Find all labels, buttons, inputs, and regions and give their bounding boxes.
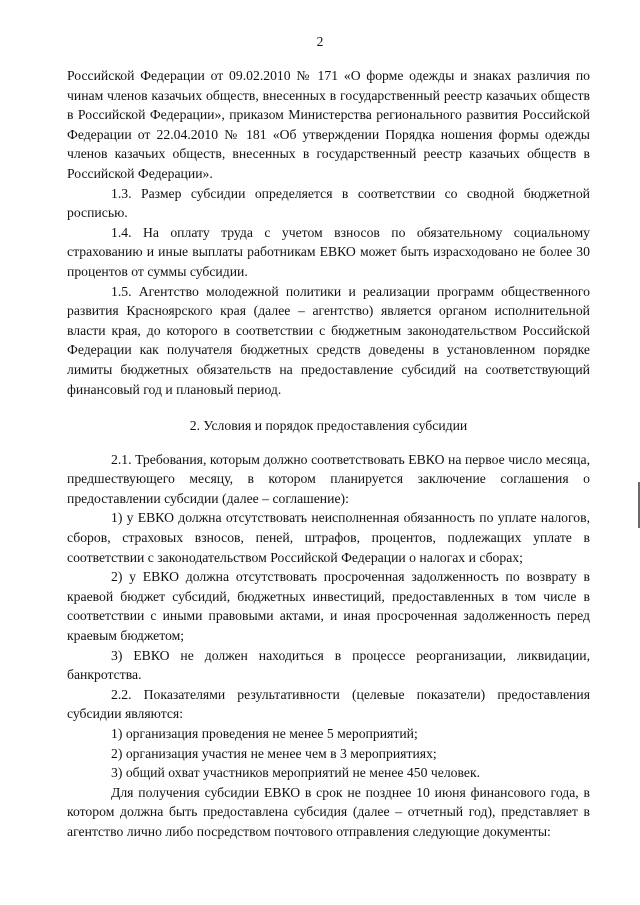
indicator-item-3: 3) общий охват участников мероприятий не менее 450 человек. — [111, 765, 481, 781]
indicator-item-2: 2) организация участия не менее чем в 3 мероприятиях; — [111, 745, 437, 761]
requirement-item-1: 1) у ЕВКО должна отсутствовать неисполненная обязанность по уплате налогов, сборов, страховых взносов, пеней, штрафов, процентов, подлежащих уплате в соответствии с законодательством Российской Федерации о налогах и сборах; — [67, 510, 590, 565]
page-number: 2 — [316, 34, 324, 49]
paragraph-documents: Для получения субсидии ЕВКО в срок не позднее 10 июня финансового года, в котором должна быть предоставлена субсидия (далее – отчетный год), представляет в агентство лично либо посредством почтового отправления следующие документы: — [67, 784, 590, 839]
paragraph-1-4: 1.4. На оплату труда с учетом взносов по обязательному социальному страхованию и иные выплаты работникам ЕВКО может быть израсходовано не более 30 процентов от суммы субсидии. — [67, 224, 590, 279]
indicator-item-1: 1) организация проведения не менее 5 мероприятий; — [111, 726, 418, 741]
paragraph-1-5: 1.5. Агентство молодежной политики и реализации программ общественного развития Красноярского края (далее – агентство) является органом исполнительной власти края, до которого в соответствии с бюджетным законодательством Российской Федерации как получателя бюджетных средств доведены в установленном порядке лимиты бюджетных обязательств на предоставление субсидий на соответствующий финансовый год и плановый период. — [67, 283, 590, 397]
section-heading: 2. Условия и порядок предоставления субсидии — [189, 418, 468, 434]
paragraph-1-3: 1.3. Размер субсидии определяется в соответствии со сводной бюджетной росписью. — [67, 185, 590, 221]
requirement-item-2: 2) у ЕВКО должна отсутствовать просроченная задолженность по возврату в краевой бюджет субсидий, бюджетных инвестиций, предоставленных в том числе в соответствии с иными правовыми актами, и иная просроченная задолженность перед краевым бюджетом; — [67, 569, 590, 644]
paragraph-decree-reference: Российской Федерации от 09.02.2010 № 171 «О форме одежды и знаках различия по чинам членов казачьих обществ, внесенных в государственный реестр казачьих обществ в Российской Федерации», приказом Министерства регионального развития Российской Федерации от 22.04.2010 № 181 «Об утверждении Порядка ношения формы одежды членов казачьих обществ, внесенных в государственный реестр казачьих обществ в Российской Федерации». — [67, 68, 590, 181]
document-body — [67, 66, 590, 842]
paragraph-2-2: 2.2. Показателями результативности (целевые показатели) предоставления субсидии являются: — [67, 686, 590, 722]
paragraph-2-1: 2.1. Требования, которым должно соответствовать ЕВКО на первое число месяца, предшествующего месяцу, в котором планируется заключение соглашения о предоставлении субсидии (далее – соглашение): — [67, 451, 590, 506]
requirement-item-3: 3) ЕВКО не должен находиться в процессе реорганизации, ликвидации, банкротства. — [67, 647, 590, 683]
